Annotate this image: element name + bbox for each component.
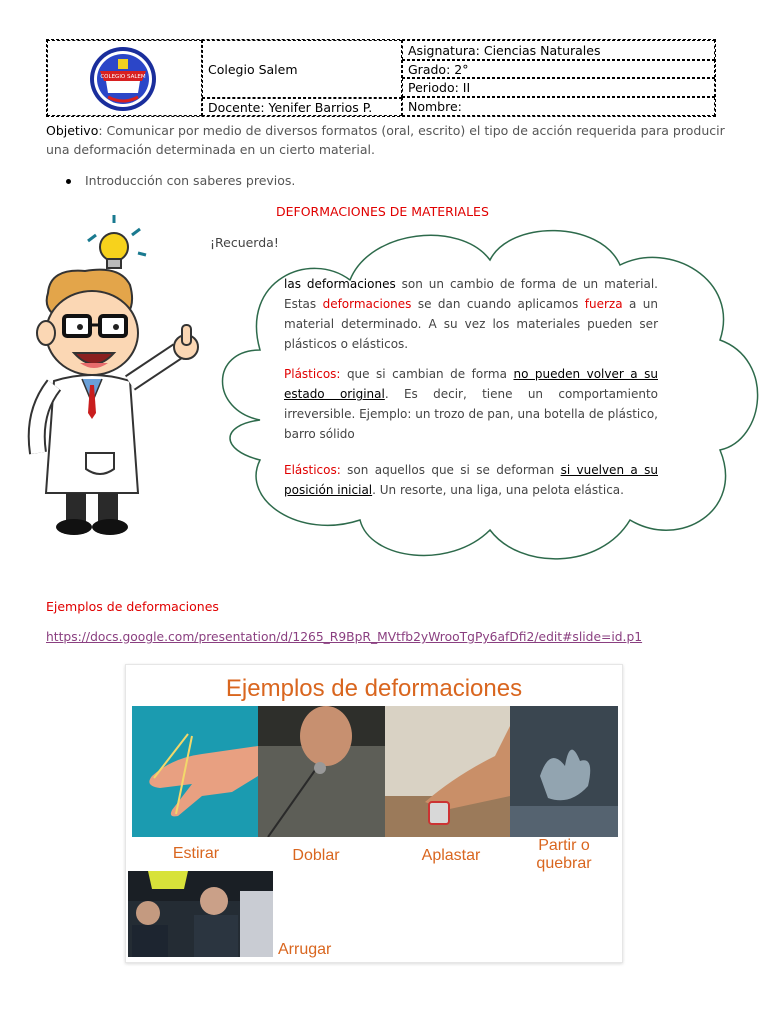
subject-cell	[402, 40, 715, 60]
school-name-cell	[202, 40, 402, 98]
plasticos-underlined: no pueden volver a su estado original	[284, 367, 658, 401]
recuerda-label: ¡Recuerda!	[210, 235, 279, 250]
definition-text-2: se dan cuando aplicamos	[411, 297, 585, 311]
presentation-link[interactable]: https://docs.google.com/presentation/d/1265_R9BpR_MVtfb2yWrooTgPy6afDfi2/edit#slide=id.p1	[46, 630, 643, 644]
slide-title: Ejemplos de deformaciones	[225, 675, 523, 702]
caption-crush: Aplastar	[421, 847, 481, 864]
deformaciones-highlight: deformaciones	[322, 297, 412, 311]
intro-bullet	[66, 173, 295, 188]
elasticos-underlined: si vuelven a su posición inicial	[284, 463, 658, 497]
plasticos-text-1: que si cambian de forma	[340, 367, 514, 381]
cloud-text	[284, 274, 658, 510]
lightbulb-icon	[88, 215, 146, 268]
caption-break-1: Partir o	[538, 837, 590, 854]
elasticos-paragraph	[284, 460, 658, 500]
teacher-cell	[202, 98, 402, 116]
grade-cell	[402, 60, 715, 78]
period-cell	[402, 78, 715, 97]
deformaciones-term: las deformaciones	[284, 277, 396, 291]
bend-photo	[258, 706, 385, 837]
definition-text-3: a un material determinado. A su vez los materiales pueden ser plásticos o elásticos.	[284, 297, 658, 351]
bullet-dot-icon	[66, 179, 71, 184]
subject: Asignatura: Ciencias Naturales	[408, 43, 601, 58]
examples-title: Ejemplos de deformaciones	[46, 599, 219, 614]
objective-paragraph	[46, 121, 726, 159]
fuerza-highlight: fuerza	[584, 297, 623, 311]
elasticos-label: Elásticos:	[284, 463, 341, 477]
plasticos-label: Plásticos:	[284, 367, 341, 381]
scientist-cartoon-image	[10, 213, 205, 538]
elasticos-text-2: . Un resorte, una liga, una pelota elástica.	[372, 483, 624, 497]
definition-text-1: son un cambio de forma de un material. Estas	[284, 277, 658, 311]
definition-paragraph	[284, 274, 658, 354]
period: Periodo: II	[408, 80, 471, 95]
teacher-name: Docente: Yenifer Barrios P.	[208, 100, 373, 115]
caption-bend: Doblar	[292, 847, 340, 864]
break-photo	[510, 706, 618, 837]
school-logo	[88, 45, 158, 113]
school-name: Colegio Salem	[208, 62, 298, 77]
examples-slide	[125, 664, 623, 963]
caption-break-2: quebrar	[536, 855, 592, 872]
crush-photo	[385, 706, 510, 837]
elasticos-text-1: son aquellos que si se deforman	[340, 463, 561, 477]
plasticos-paragraph	[284, 364, 658, 444]
plasticos-text-2: . Es decir, tiene un comportamiento irreversible. Ejemplo: un trozo de pan, una botella de plástico, barro sólido	[284, 387, 658, 441]
objective-text: : Comunicar por medio de diversos formatos (oral, escrito) el tipo de acción requerida para producir una deformación determinada en un cierto material.	[46, 123, 725, 157]
logo-cell	[47, 40, 202, 116]
section-title: DEFORMACIONES DE MATERIALES	[276, 204, 489, 219]
logo-text: COLEGIO SALEM	[100, 74, 146, 80]
stretch-photo	[132, 706, 258, 837]
intro-bullet-text: Introducción con saberes previos.	[85, 173, 296, 188]
caption-stretch: Estirar	[172, 845, 220, 862]
objective-label: Objetivo	[46, 123, 99, 138]
caption-crumple: Arrugar	[278, 941, 332, 958]
grade: Grado: 2°	[408, 62, 469, 77]
student-name-cell	[402, 97, 715, 116]
header-table	[46, 39, 716, 117]
student-name-label: Nombre:	[408, 99, 462, 114]
crumple-photo	[128, 871, 273, 957]
